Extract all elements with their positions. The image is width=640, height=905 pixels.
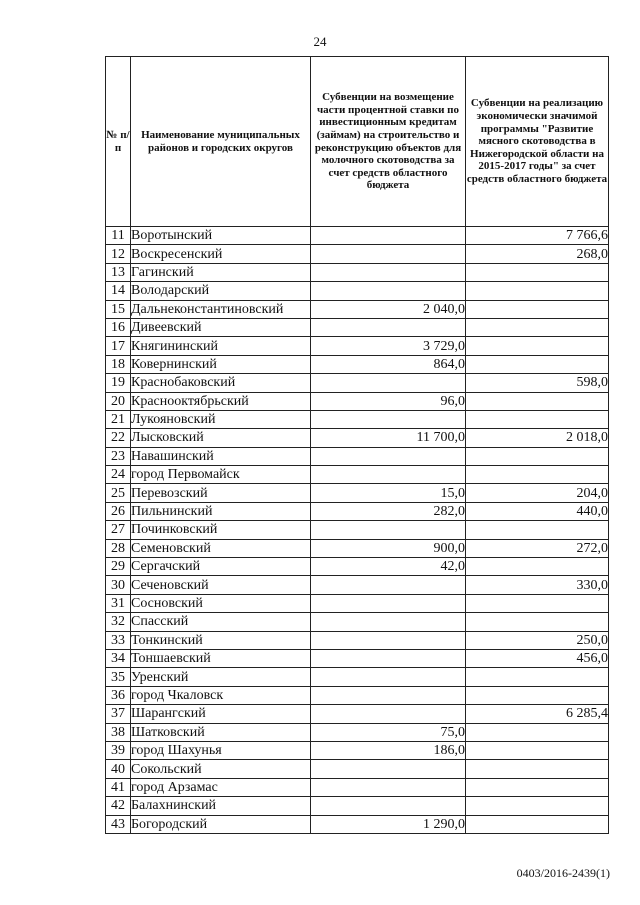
row-number: 27 <box>106 521 131 539</box>
subsidies-table <box>105 56 609 834</box>
municipality-name: город Первомайск <box>131 466 311 484</box>
dairy-subsidy-value: 282,0 <box>311 502 466 520</box>
document-code: 0403/2016-2439(1) <box>516 866 610 880</box>
table-row <box>106 649 609 667</box>
municipality-name: Володарский <box>131 282 311 300</box>
municipality-name: Починковский <box>131 521 311 539</box>
beef-subsidy-value: 268,0 <box>466 245 609 263</box>
dairy-subsidy-value: 42,0 <box>311 558 466 576</box>
beef-subsidy-value: 2 018,0 <box>466 429 609 447</box>
municipality-name: Тонкинский <box>131 631 311 649</box>
municipality-name: Богородский <box>131 815 311 833</box>
row-number: 32 <box>106 613 131 631</box>
table-row <box>106 760 609 778</box>
table-row <box>106 723 609 741</box>
municipality-name: Дивеевский <box>131 318 311 336</box>
table-row <box>106 263 609 281</box>
beef-subsidy-value <box>466 797 609 815</box>
row-number: 39 <box>106 741 131 759</box>
beef-subsidy-value: 204,0 <box>466 484 609 502</box>
dairy-subsidy-value: 3 729,0 <box>311 337 466 355</box>
table-row <box>106 374 609 392</box>
row-number: 42 <box>106 797 131 815</box>
beef-subsidy-value <box>466 741 609 759</box>
dairy-subsidy-value <box>311 705 466 723</box>
dairy-subsidy-value <box>311 227 466 245</box>
municipality-name: Тоншаевский <box>131 649 311 667</box>
table-row <box>106 815 609 833</box>
dairy-subsidy-value <box>311 631 466 649</box>
table-row <box>106 355 609 373</box>
row-number: 43 <box>106 815 131 833</box>
beef-subsidy-value: 6 285,4 <box>466 705 609 723</box>
table-row <box>106 576 609 594</box>
dairy-subsidy-value: 900,0 <box>311 539 466 557</box>
municipality-name: Краснобаковский <box>131 374 311 392</box>
table-row <box>106 392 609 410</box>
table-row <box>106 613 609 631</box>
row-number: 17 <box>106 337 131 355</box>
dairy-subsidy-value <box>311 760 466 778</box>
municipality-name: город Шахунья <box>131 741 311 759</box>
dairy-subsidy-value <box>311 613 466 631</box>
municipality-name: Семеновский <box>131 539 311 557</box>
beef-subsidy-value: 330,0 <box>466 576 609 594</box>
row-number: 41 <box>106 778 131 796</box>
page-number: 24 <box>313 34 327 49</box>
municipality-name: город Чкаловск <box>131 686 311 704</box>
beef-subsidy-value: 250,0 <box>466 631 609 649</box>
beef-subsidy-value <box>466 282 609 300</box>
dairy-subsidy-value: 864,0 <box>311 355 466 373</box>
table-row <box>106 521 609 539</box>
beef-subsidy-value: 440,0 <box>466 502 609 520</box>
beef-subsidy-value <box>466 521 609 539</box>
municipality-name: Сосновский <box>131 594 311 612</box>
row-number: 36 <box>106 686 131 704</box>
beef-subsidy-value <box>466 594 609 612</box>
municipality-name: город Арзамас <box>131 778 311 796</box>
dairy-subsidy-value <box>311 263 466 281</box>
dairy-subsidy-value: 11 700,0 <box>311 429 466 447</box>
dairy-subsidy-value: 96,0 <box>311 392 466 410</box>
dairy-subsidy-value <box>311 649 466 667</box>
municipality-name: Навашинский <box>131 447 311 465</box>
table-row <box>106 539 609 557</box>
beef-subsidy-value <box>466 815 609 833</box>
dairy-subsidy-value <box>311 778 466 796</box>
beef-subsidy-value <box>466 392 609 410</box>
municipality-name: Сеченовский <box>131 576 311 594</box>
table-row <box>106 797 609 815</box>
table-row <box>106 466 609 484</box>
row-number: 30 <box>106 576 131 594</box>
row-number: 16 <box>106 318 131 336</box>
table-row <box>106 668 609 686</box>
header-dairy-subsidy: Субвенции на возмещение части процентной ставки по инвестиционным кредитам (займам) на строительство и реконструкцию объектов для молочного скотоводства за счет средств областного бюджета <box>311 57 466 227</box>
dairy-subsidy-value <box>311 521 466 539</box>
dairy-subsidy-value: 2 040,0 <box>311 300 466 318</box>
municipality-name: Воскресенский <box>131 245 311 263</box>
municipality-name: Шарангский <box>131 705 311 723</box>
table-row <box>106 484 609 502</box>
row-number: 33 <box>106 631 131 649</box>
header-municipality: Наименование муниципальных районов и городских округов <box>131 57 311 227</box>
row-number: 31 <box>106 594 131 612</box>
row-number: 29 <box>106 558 131 576</box>
municipality-name: Спасский <box>131 613 311 631</box>
dairy-subsidy-value <box>311 447 466 465</box>
table-row <box>106 705 609 723</box>
table-header-row <box>106 57 609 227</box>
row-number: 21 <box>106 410 131 428</box>
beef-subsidy-value <box>466 778 609 796</box>
row-number: 22 <box>106 429 131 447</box>
dairy-subsidy-value <box>311 594 466 612</box>
table-row <box>106 318 609 336</box>
beef-subsidy-value <box>466 668 609 686</box>
table-row <box>106 429 609 447</box>
row-number: 11 <box>106 227 131 245</box>
row-number: 18 <box>106 355 131 373</box>
table-row <box>106 594 609 612</box>
municipality-name: Дальнеконстантиновский <box>131 300 311 318</box>
row-number: 15 <box>106 300 131 318</box>
municipality-name: Сокольский <box>131 760 311 778</box>
municipality-name: Перевозский <box>131 484 311 502</box>
beef-subsidy-value: 456,0 <box>466 649 609 667</box>
beef-subsidy-value <box>466 337 609 355</box>
dairy-subsidy-value: 15,0 <box>311 484 466 502</box>
table-row <box>106 686 609 704</box>
municipality-name: Воротынский <box>131 227 311 245</box>
municipality-name: Шатковский <box>131 723 311 741</box>
municipality-name: Пильнинский <box>131 502 311 520</box>
header-number: № п/п <box>106 57 131 227</box>
row-number: 26 <box>106 502 131 520</box>
dairy-subsidy-value: 75,0 <box>311 723 466 741</box>
municipality-name: Сергачский <box>131 558 311 576</box>
row-number: 13 <box>106 263 131 281</box>
dairy-subsidy-value <box>311 410 466 428</box>
table-row <box>106 502 609 520</box>
table-row <box>106 245 609 263</box>
table-body <box>106 227 609 834</box>
table-row <box>106 778 609 796</box>
municipality-name: Балахнинский <box>131 797 311 815</box>
beef-subsidy-value <box>466 410 609 428</box>
municipality-name: Княгининский <box>131 337 311 355</box>
row-number: 14 <box>106 282 131 300</box>
municipality-name: Уренский <box>131 668 311 686</box>
table-row <box>106 410 609 428</box>
beef-subsidy-value <box>466 613 609 631</box>
municipality-name: Лысковский <box>131 429 311 447</box>
dairy-subsidy-value <box>311 245 466 263</box>
municipality-name: Гагинский <box>131 263 311 281</box>
beef-subsidy-value <box>466 723 609 741</box>
table-row <box>106 447 609 465</box>
header-beef-subsidy: Субвенции на реализацию экономически значимой программы "Развитие мясного скотоводства в Нижегородской области на 2015-2017 годы" за счет средств областного бюджета <box>466 57 609 227</box>
dairy-subsidy-value <box>311 576 466 594</box>
row-number: 35 <box>106 668 131 686</box>
dairy-subsidy-value <box>311 466 466 484</box>
beef-subsidy-value: 598,0 <box>466 374 609 392</box>
dairy-subsidy-value <box>311 668 466 686</box>
beef-subsidy-value <box>466 447 609 465</box>
beef-subsidy-value <box>466 466 609 484</box>
beef-subsidy-value <box>466 300 609 318</box>
beef-subsidy-value <box>466 558 609 576</box>
row-number: 23 <box>106 447 131 465</box>
beef-subsidy-value <box>466 318 609 336</box>
row-number: 28 <box>106 539 131 557</box>
beef-subsidy-value <box>466 355 609 373</box>
row-number: 12 <box>106 245 131 263</box>
row-number: 24 <box>106 466 131 484</box>
row-number: 20 <box>106 392 131 410</box>
row-number: 34 <box>106 649 131 667</box>
beef-subsidy-value <box>466 760 609 778</box>
municipality-name: Ковернинский <box>131 355 311 373</box>
dairy-subsidy-value <box>311 374 466 392</box>
table-row <box>106 741 609 759</box>
table-row <box>106 282 609 300</box>
dairy-subsidy-value <box>311 318 466 336</box>
beef-subsidy-value: 7 766,6 <box>466 227 609 245</box>
row-number: 25 <box>106 484 131 502</box>
dairy-subsidy-value <box>311 797 466 815</box>
beef-subsidy-value: 272,0 <box>466 539 609 557</box>
table-row <box>106 300 609 318</box>
table-row <box>106 558 609 576</box>
table-row <box>106 631 609 649</box>
dairy-subsidy-value <box>311 282 466 300</box>
beef-subsidy-value <box>466 686 609 704</box>
dairy-subsidy-value: 186,0 <box>311 741 466 759</box>
row-number: 38 <box>106 723 131 741</box>
table-row <box>106 337 609 355</box>
beef-subsidy-value <box>466 263 609 281</box>
row-number: 40 <box>106 760 131 778</box>
table-row <box>106 227 609 245</box>
row-number: 19 <box>106 374 131 392</box>
municipality-name: Краснооктябрьский <box>131 392 311 410</box>
row-number: 37 <box>106 705 131 723</box>
dairy-subsidy-value <box>311 686 466 704</box>
municipality-name: Лукояновский <box>131 410 311 428</box>
dairy-subsidy-value: 1 290,0 <box>311 815 466 833</box>
